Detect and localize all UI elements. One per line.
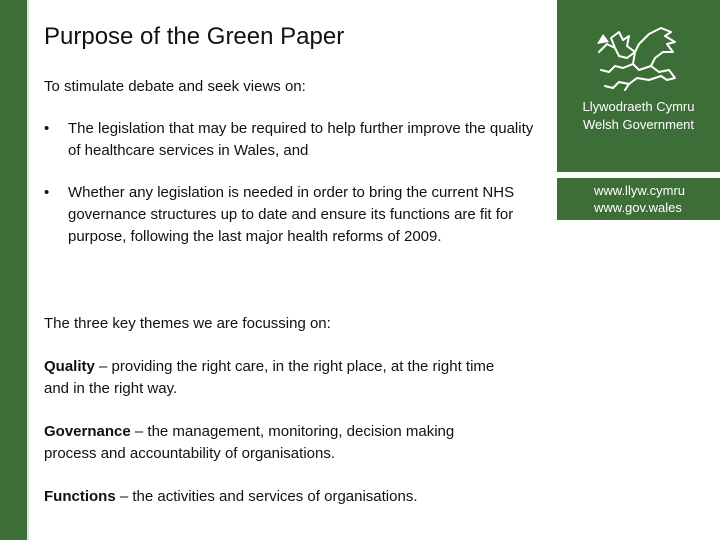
website-box [557,178,720,220]
theme-desc: – the management, monitoring, decision making process and accountability of organisations. [44,423,455,462]
bullet-dot: • [44,184,50,201]
bullet-text: The legislation that may be required to help further improve the quality of healthcare services in Wales, and [68,120,534,159]
theme-quality [44,356,514,400]
brand-name-english: Welsh Government [582,117,695,132]
theme-term: Governance [44,423,131,440]
theme-functions [44,486,524,508]
theme-term: Functions [44,488,116,505]
bullet-item-2 [44,182,534,248]
brand-name-welsh: Llywodraeth Cymru [582,99,695,114]
bullet-dot: • [44,120,50,137]
bullet-item-1 [44,118,534,162]
website-welsh-link[interactable]: www.llyw.cymru [594,183,686,198]
left-accent-divider [27,0,29,540]
theme-desc: – the activities and services of organisations. [115,488,418,505]
themes-intro-text: The three key themes we are focussing on: [44,315,331,332]
theme-term: Quality [44,358,95,375]
welsh-government-logo [557,0,720,172]
website-english-link[interactable]: www.gov.wales [594,200,682,215]
intro-text: To stimulate debate and seek views on: [44,78,306,95]
welsh-dragon-icon [589,22,689,94]
slide-title: Purpose of the Green Paper [44,23,345,50]
theme-governance [44,421,504,465]
brand-name [557,98,720,134]
theme-desc: – providing the right care, in the right place, at the right time and in the right way. [44,358,495,397]
bullet-text: Whether any legislation is needed in order to bring the current NHS governance structures up to date and ensure its functions are fit for purpose, following the last major health reforms of 2009. [68,184,515,245]
left-accent-bar [0,0,27,540]
